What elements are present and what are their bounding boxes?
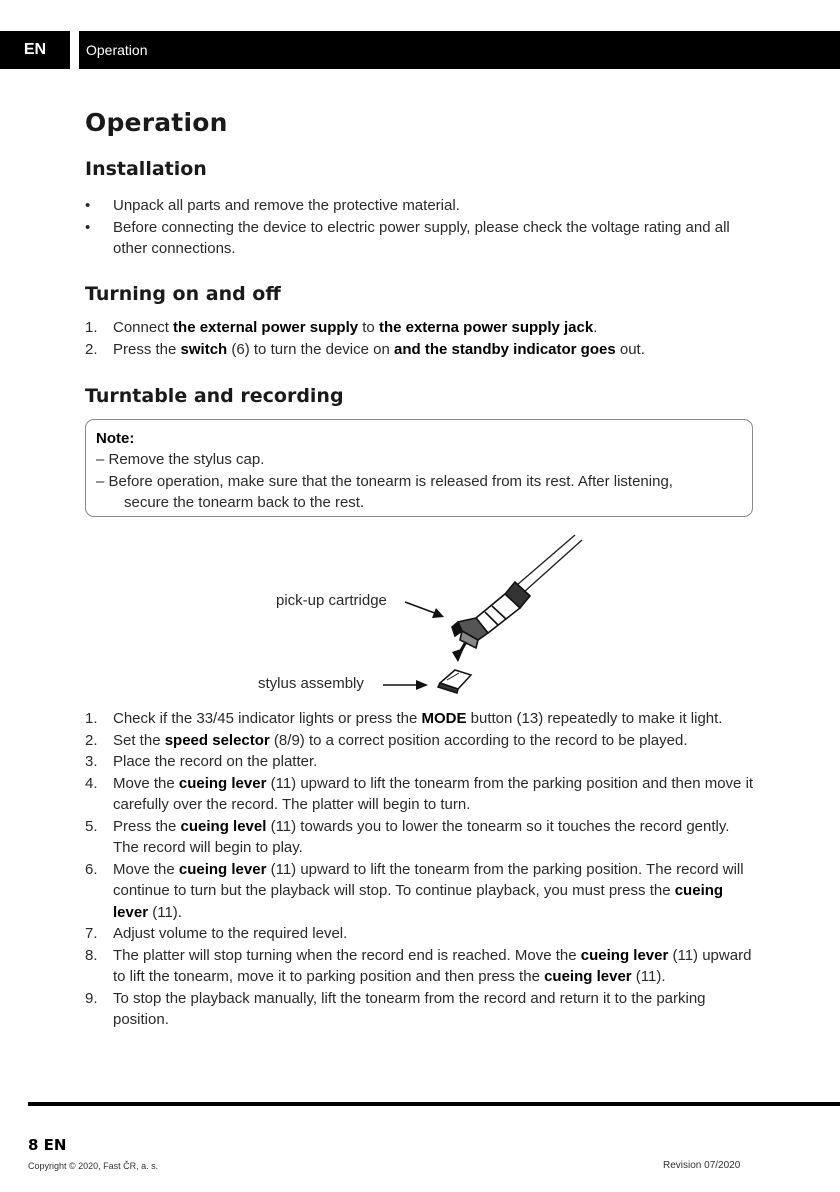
cartridge-illustration xyxy=(0,530,840,700)
step-text: Move the xyxy=(113,860,179,878)
turning-steps xyxy=(85,317,755,360)
language-tab xyxy=(0,31,70,69)
step-text: Place the record on the platter. xyxy=(113,753,318,770)
step-item xyxy=(85,988,755,1031)
list-item-text: Unpack all parts and remove the protective material. xyxy=(113,197,460,214)
step-bold: cueing level xyxy=(180,817,267,835)
step-item xyxy=(85,751,755,773)
step-bold: MODE xyxy=(421,710,467,727)
step-text: Check if the 33/45 indicator lights or press the xyxy=(113,710,422,727)
step-text: Press the xyxy=(113,340,181,358)
step-item xyxy=(85,708,755,730)
step-text: (6) to turn the device on xyxy=(227,340,394,358)
list-item xyxy=(85,217,755,260)
step-item xyxy=(85,317,755,339)
step-text: (8/9) to a correct position according to the record to be played. xyxy=(269,731,688,749)
step-number: 8. xyxy=(85,946,98,964)
step-item xyxy=(85,816,755,859)
step-item xyxy=(85,339,755,361)
page-number: 8 EN xyxy=(28,1136,67,1154)
step-item xyxy=(85,773,755,816)
footer-rule xyxy=(28,1102,840,1106)
list-item xyxy=(85,195,755,217)
step-text: Connect xyxy=(113,319,174,336)
step-text: (11) upward to lift the tonearm, move it to parking position and then press the xyxy=(113,946,752,985)
section-header-bar xyxy=(79,31,840,69)
step-text: Press the xyxy=(113,817,181,835)
step-number: 6. xyxy=(85,860,98,878)
step-number: 4. xyxy=(85,774,98,792)
step-text: . xyxy=(593,319,598,336)
pickup-cartridge-icon xyxy=(452,582,530,648)
step-text: (11) upward to lift the tonearm from the parking position. The record will continue to turn but the playback will stop. To continue playback, you must press the xyxy=(113,860,744,899)
cartridge-diagram xyxy=(0,530,840,700)
pickup-cartridge-label: pick-up cartridge xyxy=(276,592,387,609)
step-text: (11) upward to lift the tonearm from the parking position and then move it carefully over the record. The platter will begin to turn. xyxy=(113,774,754,813)
stylus-assembly-label: stylus assembly xyxy=(258,675,364,692)
step-text: Adjust volume to the required level. xyxy=(113,925,348,942)
step-number: 3. xyxy=(85,753,98,770)
arrow-right-icon xyxy=(383,680,428,690)
step-text: (11). xyxy=(148,903,182,921)
bullet-icon: • xyxy=(85,197,91,214)
step-bold: cueing lever xyxy=(113,882,724,921)
step-bold: the external power supply xyxy=(173,319,359,336)
step-bold: cueing lever xyxy=(544,968,632,985)
step-number: 2. xyxy=(85,340,98,358)
stylus-assembly-icon xyxy=(438,670,471,693)
step-bold: cueing lever xyxy=(178,860,267,878)
step-text: Set the xyxy=(113,731,165,749)
step-item xyxy=(85,730,755,752)
note-title: Note: xyxy=(96,430,135,447)
turning-heading: Turning on and off xyxy=(85,283,281,305)
language-label: EN xyxy=(23,41,47,58)
step-number: 2. xyxy=(85,731,98,749)
step-number: 1. xyxy=(85,710,98,727)
step-bold: switch xyxy=(180,340,228,358)
page-title: Operation xyxy=(85,108,228,137)
step-bold: the externa power supply jack xyxy=(378,319,594,336)
note-line: secure the tonearm back to the rest. xyxy=(124,494,365,511)
installation-heading: Installation xyxy=(85,158,207,180)
step-number: 1. xyxy=(85,319,98,336)
step-text: To stop the playback manually, lift the tonearm from the record and return it to the parking position. xyxy=(113,989,706,1028)
step-text: The platter will stop turning when the record end is reached. Move the xyxy=(113,946,581,964)
step-number: 7. xyxy=(85,925,98,942)
step-text: to xyxy=(358,319,379,336)
step-bold: and the standby indicator goes xyxy=(393,340,616,358)
note-line: – Before operation, make sure that the tonearm is released from its rest. After listening, xyxy=(96,472,673,490)
turntable-heading: Turntable and recording xyxy=(85,385,344,407)
step-text: button (13) repeatedly to make it light. xyxy=(466,710,723,727)
step-text: Move the xyxy=(113,774,179,792)
section-label: Operation xyxy=(86,42,148,58)
installation-list xyxy=(85,195,755,260)
step-item xyxy=(85,859,755,924)
step-bold: cueing lever xyxy=(580,946,669,964)
tonearm-icon xyxy=(517,535,582,592)
step-bold: cueing lever xyxy=(178,774,267,792)
copyright-text: Copyright © 2020, Fast ČR, a. s. xyxy=(28,1161,159,1171)
step-text: out. xyxy=(615,340,645,358)
list-item-text: Before connecting the device to electric power supply, please check the voltage rating and all other connections. xyxy=(113,218,730,257)
step-item xyxy=(85,945,755,988)
step-number: 5. xyxy=(85,817,98,835)
revision-text: Revision 07/2020 xyxy=(663,1160,741,1171)
arrow-down-icon xyxy=(452,642,466,662)
note-line: – Remove the stylus cap. xyxy=(96,451,265,468)
bullet-icon: • xyxy=(85,218,91,236)
turntable-steps xyxy=(85,708,755,1031)
note-box xyxy=(85,419,753,517)
arrow-right-icon xyxy=(405,602,444,618)
step-bold: speed selector xyxy=(164,731,270,749)
step-text: (11) towards you to lower the tonearm so it touches the record gently. The record will begin to play. xyxy=(113,817,730,856)
step-number: 9. xyxy=(85,989,98,1007)
step-item xyxy=(85,923,755,945)
step-text: (11). xyxy=(631,968,666,985)
